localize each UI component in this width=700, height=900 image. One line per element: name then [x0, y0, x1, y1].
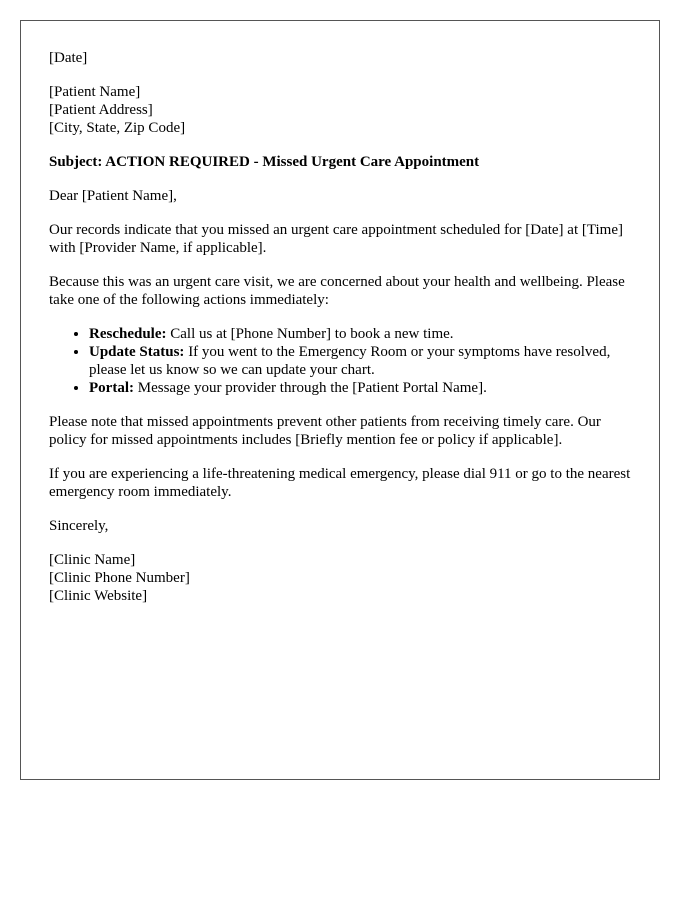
recipient-address-block — [49, 83, 633, 137]
recipient-name: [Patient Name] — [49, 84, 141, 100]
paragraph-urgent-concern: Because this was an urgent care visit, we are concerned about your health and wellbeing. Please take one of the following actions immediately: — [49, 274, 625, 308]
action-term: Portal: — [89, 380, 134, 396]
recipient-city-state-zip: [City, State, Zip Code] — [49, 120, 186, 136]
action-item-portal — [89, 379, 633, 397]
action-text: Call us at [Phone Number] to book a new time. — [166, 326, 454, 342]
clinic-website: [Clinic Website] — [49, 588, 148, 604]
paragraph-missed-appointment: Our records indicate that you missed an urgent care appointment scheduled for [Date] at [Time] with [Provider Name, if applicable]. — [49, 222, 623, 256]
clinic-name: [Clinic Name] — [49, 552, 136, 568]
action-item-reschedule — [89, 325, 633, 343]
action-term: Reschedule: — [89, 326, 167, 342]
action-term: Update Status: — [89, 344, 185, 360]
letter-subject: Subject: ACTION REQUIRED - Missed Urgent Care Appointment — [49, 154, 480, 170]
action-text: If you went to the Emergency Room or your symptoms have resolved, please let us know so we can update your chart. — [89, 344, 611, 378]
recipient-address: [Patient Address] — [49, 102, 153, 118]
signature-block — [49, 551, 633, 605]
letter-body — [49, 49, 633, 621]
paragraph-policy: Please note that missed appointments prevent other patients from receiving timely care. Our policy for missed appointments includes [Briefly mention fee or policy if applicable]. — [49, 414, 601, 448]
letter-salutation: Dear [Patient Name], — [49, 188, 177, 204]
action-list — [49, 325, 633, 397]
letter-closing: Sincerely, — [49, 518, 109, 534]
letter-date: [Date] — [49, 50, 88, 66]
action-item-update-status — [89, 343, 633, 379]
clinic-phone: [Clinic Phone Number] — [49, 570, 190, 586]
action-text: Message your provider through the [Patient Portal Name]. — [133, 380, 487, 396]
letter-page — [20, 20, 660, 780]
paragraph-emergency: If you are experiencing a life-threatening medical emergency, please dial 911 or go to the nearest emergency room immediately. — [49, 466, 631, 500]
